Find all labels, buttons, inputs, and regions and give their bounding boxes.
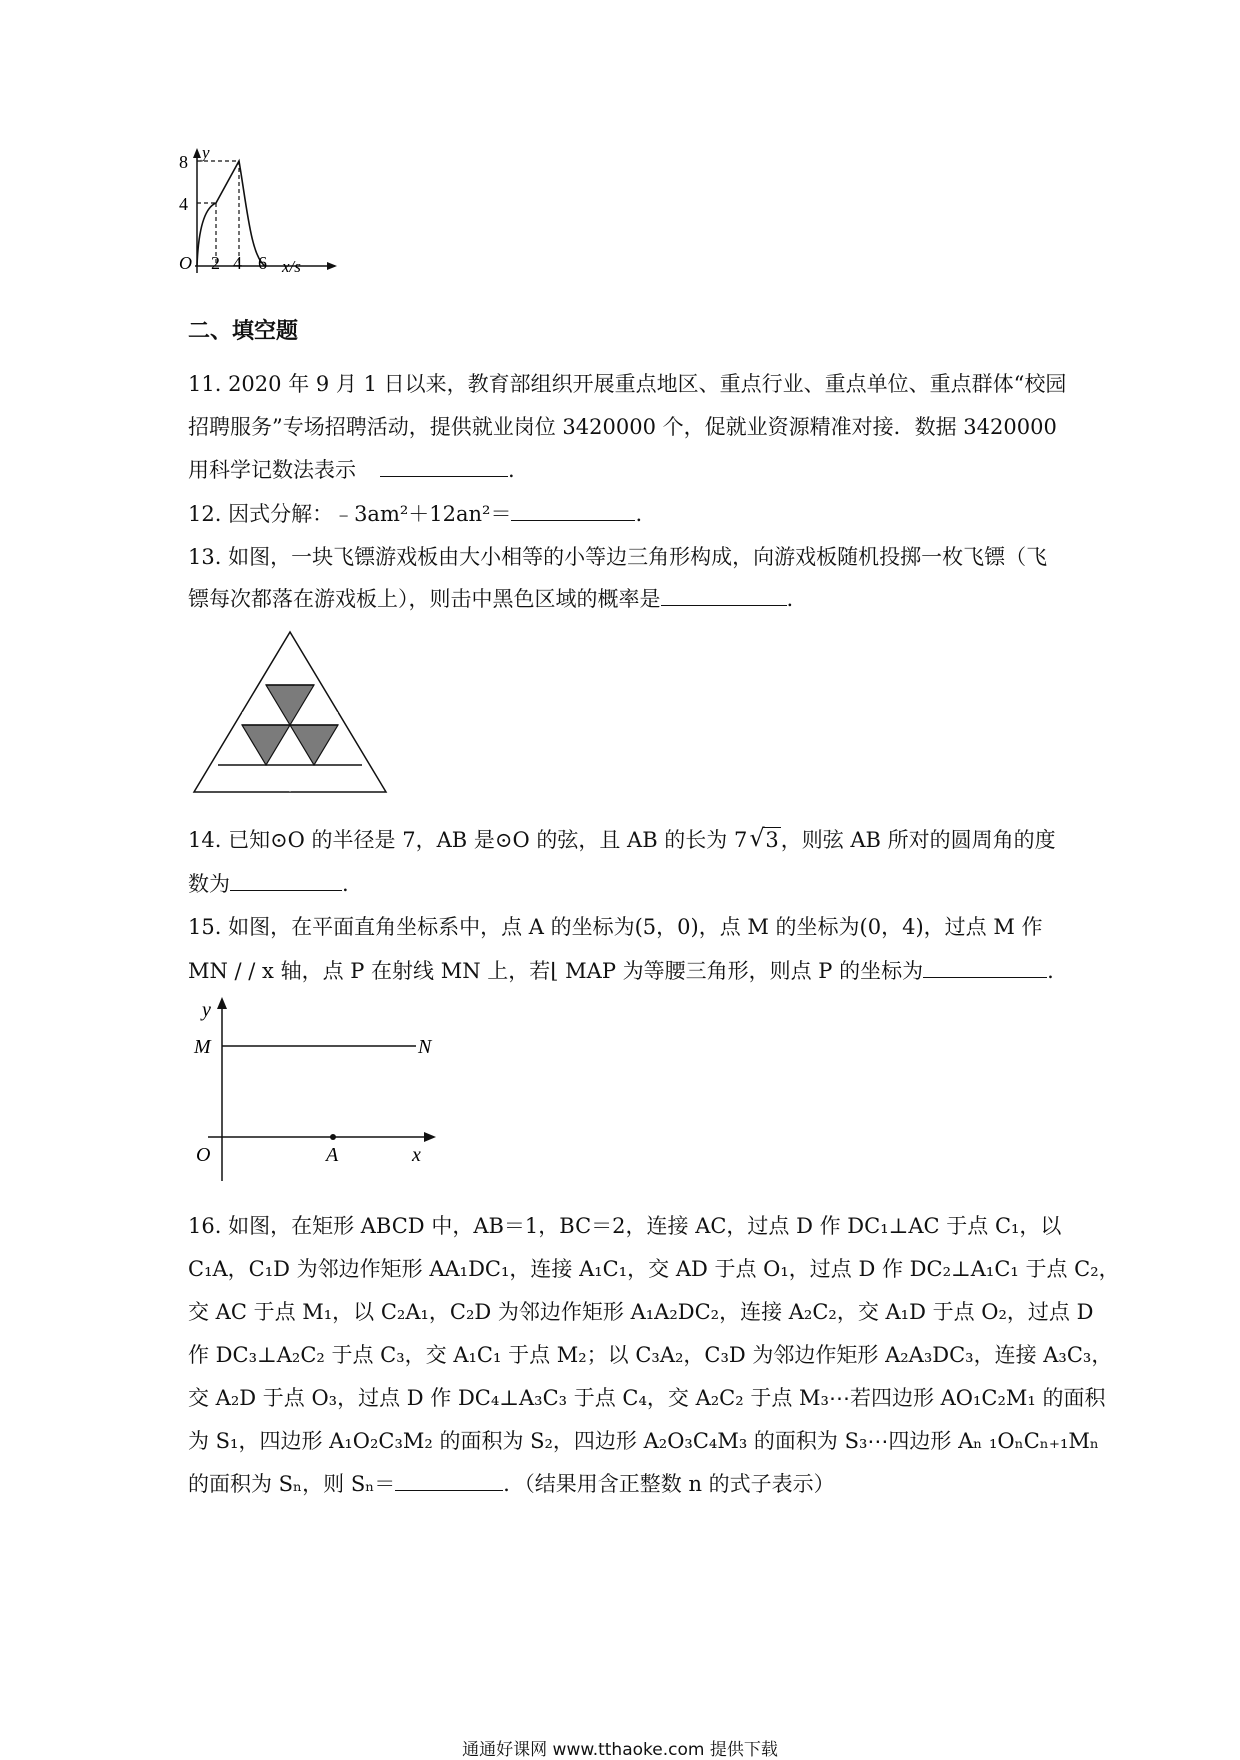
graph-y-arrow [193,148,201,158]
q15-text: MN / / x 轴，点 P 在射线 MN 上，若⌊ MAP 为等腰三角形，则点 P 的坐标为 [188,959,924,983]
graph-x-tick-2: 2 [211,253,220,273]
graph-y-label: y [202,143,210,162]
section-title: 二、填空题 [188,319,299,344]
q11-line-3 [188,456,515,484]
q11-period: . [508,458,515,482]
q16-line-5: 交 A₂D 于点 O₃，过点 D 作 DC₄⊥A₃C₃ 于点 C₄，交 A₂C₂ 于点 M₃⋯若四边形 AO₁C₂M₁ 的面积 [188,1386,1106,1410]
q16-line-4: 作 DC₃⊥A₂C₂ 于点 C₃，交 A₁C₁ 于点 M₂；以 C₃A₂，C₃D 为邻边作矩形 A₂A₃DC₃，连接 A₃C₃， [188,1343,1113,1367]
q11-line-1: 11. 2020 年 9 月 1 日以来，教育部组织开展重点地区、重点行业、重点单位、重点群体“校园 [188,372,1067,396]
coord-y-arrow [217,997,227,1009]
q16-line-2: C₁A，C₁D 为邻边作矩形 AA₁DC₁，连接 A₁C₁，交 AD 于点 O₁，过点 D 作 DC₂⊥A₁C₁ 于点 C₂， [188,1257,1120,1281]
q12-text: 12. 因式分解：﹣3am²＋12an²＝ [188,502,512,526]
q16-answer-blank[interactable] [395,1470,503,1491]
point-a-label: A [326,1144,339,1166]
q15-period: . [1047,959,1054,983]
q13-period: . [786,587,794,611]
q11-text: 用科学记数法表示 [188,458,356,482]
q11-line-2: 招聘服务”专场招聘活动，提供就业岗位 3420000 个，促就业资源精准对接．数据 3420000 [188,415,1057,439]
origin-label: O [196,1144,211,1166]
point-m-label: M [194,1036,211,1058]
point-a-dot [330,1134,336,1140]
graph-y-tick-8: 8 [179,152,188,172]
q15-line-2 [188,957,1054,985]
q14-answer-blank[interactable] [230,870,342,891]
q16-line-3: 交 AC 于点 M₁，以 C₂A₁，C₂D 为邻边作矩形 A₁A₂DC₂，连接 A₂C₂，交 A₁D 于点 O₂，过点 D [188,1300,1094,1324]
q15-line-1: 15. 如图，在平面直角坐标系中，点 A 的坐标为(5，0)，点 M 的坐标为(0，4)，过点 M 作 [188,915,1043,939]
q13-line-1: 13. 如图，一块飞镖游戏板由大小相等的小等边三角形构成，向游戏板随机投掷一枚飞镖（飞 [188,545,1048,569]
q13-answer-blank[interactable] [661,585,787,606]
q16-line-6: 为 S₁，四边形 A₁O₂C₃M₂ 的面积为 S₂，四边形 A₂O₃C₄M₃ 的面积为 S₃⋯四边形 Aₙ ₁OₙCₙ₊₁Mₙ [188,1429,1099,1453]
dartboard-figure [190,630,390,800]
q12-line [188,500,642,528]
graph-origin-label: O [179,253,192,273]
q14-line-1 [188,826,1056,854]
page-footer: 通通好课网 www.tthaoke.com 提供下载 [462,1740,778,1760]
q14-sqrt-value: 3 [765,828,779,852]
q11-answer-blank[interactable] [380,456,508,477]
q16-text-b: ．（结果用含正整数 n 的式子表示） [503,1472,835,1496]
q12-period: . [635,502,643,526]
q14-text-2: 数为 [188,872,230,896]
coord-y-label: y [202,999,211,1021]
q14-line-2 [188,870,349,898]
q12-answer-blank[interactable] [511,500,635,521]
coord-x-arrow [424,1132,436,1142]
graph-y-tick-4: 4 [179,194,188,214]
coordinate-figure [190,995,450,1185]
q16-line-7 [188,1470,835,1498]
q16-text-a: 的面积为 Sₙ，则 Sₙ＝ [188,1472,396,1496]
q14-sqrt-sign: √ [749,824,765,852]
function-graph-figure [179,143,345,308]
q14-period: . [342,872,349,896]
q14-sqrt [749,826,780,854]
graph-x-arrow [327,262,337,270]
q13-text: 镖每次都落在游戏板上），则击中黑色区域的概率是 [188,587,661,611]
graph-x-tick-6: 6 [258,253,267,273]
q14-text-a: 14. 已知⊙O 的半径是 7，AB 是⊙O 的弦，且 AB 的长为 7 [188,828,748,852]
q16-line-1: 16. 如图，在矩形 ABCD 中，AB＝1，BC＝2，连接 AC，过点 D 作 DC₁⊥AC 于点 C₁，以 [188,1214,1062,1238]
point-n-label: N [418,1036,432,1058]
graph-x-tick-4: 4 [233,253,242,273]
graph-curve [197,161,265,266]
q15-answer-blank[interactable] [923,957,1047,978]
coord-x-label: x [412,1144,421,1166]
q14-text-b: ，则弦 AB 所对的圆周角的度 [780,828,1056,852]
graph-x-label: x/s [282,257,301,276]
q13-line-2 [188,585,793,613]
